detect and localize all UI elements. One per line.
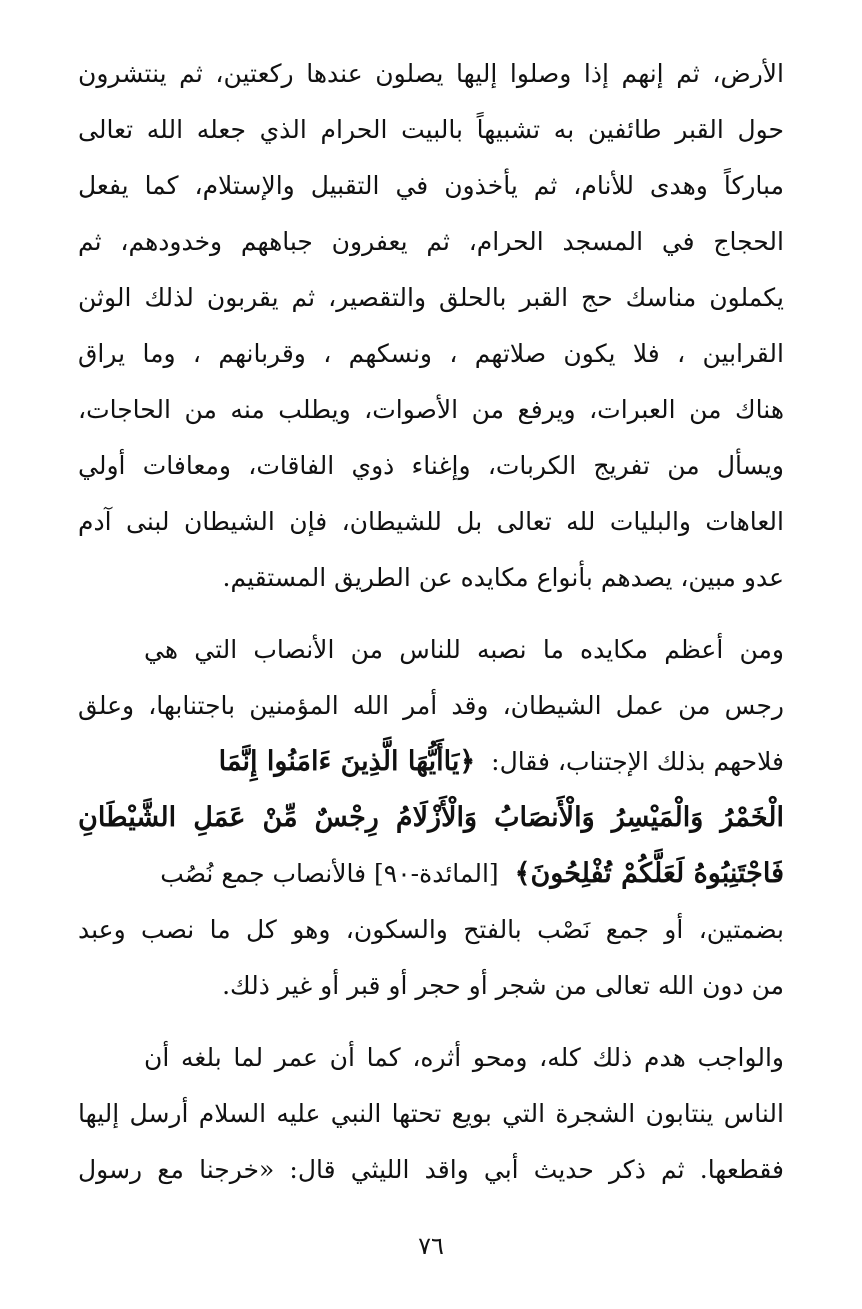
text-line-9: العاهات والبليات لله تعالى بل للشيطان، فإن الشيطان لبنى آدم [78,507,784,536]
text-line-4: الحجاج في المسجد الحرام، ثم يعفرون جباههم وخدودهم، ثم [78,227,784,256]
text-line-8: ويسأل من تفريج الكربات، وإغناء ذوي الفاقات، ومعافات أولي [78,451,784,480]
verse-reference: [المائدة-٩٠] فالأنصاب جمع نُصُب [160,859,499,888]
text-line-13 [78,736,784,788]
text-line-3: مباركاً وهدى للأنام، ثم يأخذون في التقبيل والإستلام، كما يفعل [78,171,784,200]
text-line-12: رجس من عمل الشيطان، وقد أمر الله المؤمنين باجتنابها، وعلق [78,691,784,720]
text-line-7: هناك من العبرات، ويرفع من الأصوات، ويطلب منه من الحاجات، [78,395,784,424]
text-line-2: حول القبر طائفين به تشبيهاً بالبيت الحرام الذي جعله الله تعالى [78,115,784,144]
text-line-15 [78,848,784,900]
text-line-20: فقطعها. ثم ذكر حديث أبي واقد الليثي قال: «خرجنا مع رسول [78,1155,784,1184]
text-line-19: الناس ينتابون الشجرة التي بويع تحتها النبي عليه السلام أرسل إليها [78,1099,784,1128]
quran-verse-part-3: فَاجْتَنِبُوهُ لَعَلَّكُمْ تُفْلِحُونَ﴾ [514,858,784,889]
text-line-13-intro: فلاحهم بذلك الإجتناب، فقال: [491,747,784,776]
text-line-1: الأرض، ثم إنهم إذا وصلوا إليها يصلون عندها ركعتين، ثم ينتشرون [78,59,784,88]
quran-verse-part-2: الْخَمْرُ وَالْمَيْسِرُ وَالْأَنصَابُ وَالْأَزْلَامُ رِجْسٌ مِّنْ عَمَلِ الشَّيْطَانِ [78,802,784,833]
text-line-10: عدو مبين، يصدهم بأنواع مكايده عن الطريق المستقيم. [222,563,784,592]
text-line-17: من دون الله تعالى من شجر أو حجر أو قبر أو غير ذلك. [222,971,784,1000]
page-number: ٧٦ [418,1232,444,1260]
text-line-18: والواجب هدم ذلك كله، ومحو أثره، كما أن عمر لما بلغه أن [144,1043,784,1072]
quran-verse-part-1: ﴿يَاأَيُّهَا الَّذِينَ ءَامَنُوا إِنَّمَا [218,746,476,777]
text-line-16: بضمتين، أو جمع نَصْب بالفتح والسكون، وهو كل ما نصب وعبد [78,915,784,944]
text-line-11: ومن أعظم مكايده ما نصبه للناس من الأنصاب التي هي [144,635,784,664]
text-line-6: القرابين ، فلا يكون صلاتهم ، ونسكهم ، وقربانهم ، وما يراق [78,339,784,368]
text-line-5: يكملون مناسك حج القبر بالحلق والتقصير، ثم يقربون لذلك الوثن [78,283,784,312]
